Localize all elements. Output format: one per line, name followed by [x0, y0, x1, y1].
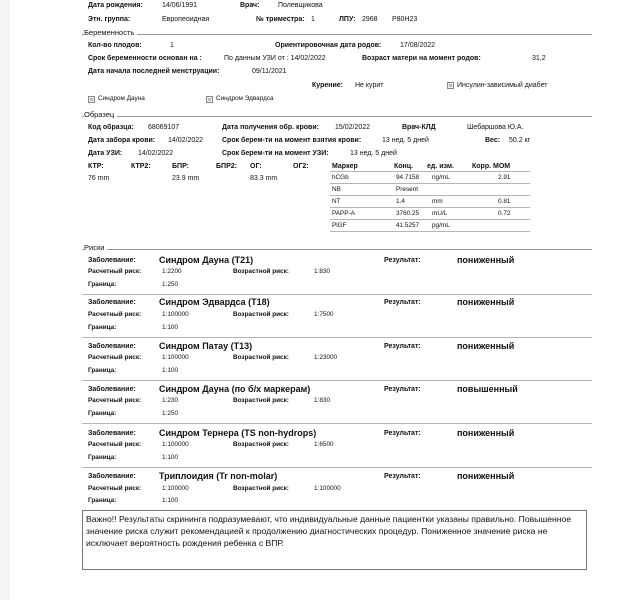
marker-mom: 2.91 [498, 174, 511, 181]
risk-disease-label: Заболевание: [88, 473, 136, 480]
risk-age-label: Возрастной риск: [233, 485, 289, 492]
marker-name: PAPP-A [332, 210, 355, 217]
trimester-label: № триместра: [256, 16, 305, 23]
risk-age-value: 1:100000 [314, 485, 341, 492]
risk-age-label: Возрастной риск: [233, 268, 289, 275]
doctor-value: Полевщикова [278, 2, 323, 9]
edd-label: Ориентировочная дата родов: [275, 42, 382, 49]
risk-calc-label: Расчетный риск: [88, 354, 142, 361]
risk-age-value: 1:830 [314, 397, 330, 404]
risks-divider [82, 249, 592, 250]
term-us-label: Срок берем-ти на момент УЗИ: [222, 150, 329, 157]
risk-result-label: Результат: [384, 299, 421, 306]
marker-row-rule [330, 207, 530, 208]
marker-row-rule [330, 195, 530, 196]
marker-unit: mU/L [432, 210, 448, 217]
code-label: Код образца: [88, 124, 134, 131]
risk-cutoff-value: 1:100 [162, 367, 178, 374]
ethnic-label: Этн. группа: [88, 16, 131, 23]
risk-separator [82, 380, 592, 381]
marker-unit: mm [432, 198, 443, 205]
risk-cutoff-value: 1:250 [162, 281, 178, 288]
edwards-label: Синдром Эдвардса [216, 95, 274, 102]
down-label: Синдром Дауна [98, 95, 145, 102]
risk-disease-name: Синдром Эдвардса (T18) [159, 297, 270, 307]
risk-result-value: пониженный [457, 428, 515, 438]
dob-label: Дата рождения: [88, 2, 143, 9]
meas-header-bpr2: БПР2: [216, 163, 237, 170]
term-us-value: 13 нед. 5 дней [350, 150, 397, 157]
risk-result-value: пониженный [457, 341, 515, 351]
ktr-value: 76 mm [88, 175, 110, 182]
meas-header-ktr2: КТР2: [131, 163, 151, 170]
risk-result-label: Результат: [384, 473, 421, 480]
risk-cutoff-label: Граница: [88, 410, 117, 417]
marker-unit: ng/mL [432, 174, 450, 181]
marker-row-rule [330, 183, 530, 184]
lmp-value: 09/11/2021 [252, 68, 287, 75]
risk-disease-label: Заболевание: [88, 386, 136, 393]
marker-row-rule [330, 231, 530, 232]
term-draw-value: 13 нед. 5 дней [382, 137, 429, 144]
risk-result-value: пониженный [457, 471, 515, 481]
risk-calc-label: Расчетный риск: [88, 397, 142, 404]
risk-separator [82, 294, 592, 295]
sample-divider [82, 116, 592, 117]
risk-calc-value: 1:230 [162, 397, 178, 404]
diabetes-label: Инсулин-зависимый диабет [457, 82, 548, 89]
risk-calc-label: Расчетный риск: [88, 268, 142, 275]
risk-cutoff-label: Граница: [88, 367, 117, 374]
risk-cutoff-value: 1:100 [162, 324, 178, 331]
pregnancy-section-title: Беременность [84, 28, 137, 37]
risk-calc-value: 1:100000 [162, 311, 189, 318]
lpu-code: P80H23 [392, 16, 418, 23]
risk-cutoff-label: Граница: [88, 454, 117, 461]
risk-cutoff-value: 1:100 [162, 497, 178, 504]
og-value: 83.3 mm [250, 175, 278, 182]
doctor-label: Врач: [240, 2, 260, 9]
marker-table-rule [330, 171, 530, 172]
pregnancy-divider [82, 34, 592, 35]
risk-age-label: Возрастной риск: [233, 397, 289, 404]
marker-conc: 94.7158 [396, 174, 420, 181]
page-margin [0, 0, 10, 600]
diabetes-checkbox[interactable] [447, 82, 454, 89]
edd-value: 17/08/2022 [400, 42, 436, 49]
marker-conc: 3760.25 [396, 210, 420, 217]
risk-disease-name: Синдром Патау (T13) [159, 341, 253, 351]
fetus-value: 1 [170, 42, 174, 49]
risk-age-label: Возрастной риск: [233, 441, 289, 448]
term-draw-label: Срок берем-ти на момент взятия крови: [222, 137, 362, 144]
risk-result-value: повышенный [457, 384, 518, 394]
risk-disease-name: Синдром Тернера (TS non-hydrops) [159, 428, 317, 438]
risk-age-value: 1:23000 [314, 354, 338, 361]
risk-disease-name: Синдром Дауна (T21) [159, 255, 254, 265]
risk-calc-value: 1:100000 [162, 485, 189, 492]
marker-name: NT [332, 198, 341, 205]
meas-header-og2: ОГ2: [293, 163, 309, 170]
risk-result-label: Результат: [384, 343, 421, 350]
risk-result-value: пониженный [457, 255, 515, 265]
risk-calc-value: 1:100000 [162, 441, 189, 448]
fetus-label: Кол-во плодов: [88, 42, 142, 49]
risk-calc-label: Расчетный риск: [88, 311, 142, 318]
down-checkbox[interactable] [88, 96, 95, 103]
marker-conc: 1.4 [396, 198, 405, 205]
risk-age-value: 1:6500 [314, 441, 334, 448]
kld-label: Врач-КЛД [402, 124, 436, 131]
risk-cutoff-label: Граница: [88, 324, 117, 331]
risk-calc-value: 1:2200 [162, 268, 182, 275]
marker-header-name: Маркер [332, 163, 358, 170]
kld-value: Шебаршова Ю.А. [467, 124, 524, 131]
term-basis-label: Срок беременности основан на : [88, 55, 202, 62]
marker-header-mom: Корр. МОМ [472, 163, 511, 170]
risk-separator [82, 467, 592, 468]
weight-label: Вес: [485, 137, 501, 144]
draw-value: 14/02/2022 [168, 137, 204, 144]
risk-age-value: 1:830 [314, 268, 330, 275]
meas-header-ktr: КТР: [88, 163, 104, 170]
smoking-value: Не курит [355, 82, 384, 89]
risk-disease-label: Заболевание: [88, 299, 136, 306]
weight-value: 50.2 кг [509, 137, 531, 144]
risk-age-label: Возрастной риск: [233, 354, 289, 361]
term-basis-value: По данным УЗИ от : 14/02/2022 [224, 55, 326, 62]
risk-result-label: Результат: [384, 386, 421, 393]
lmp-label: Дата начала последней менструации: [88, 68, 220, 75]
risk-cutoff-label: Граница: [88, 281, 117, 288]
dob-value: 14/06/1991 [162, 2, 198, 9]
draw-label: Дата забора крови: [88, 137, 156, 144]
bpr-value: 23.9 mm [172, 175, 200, 182]
risk-calc-label: Расчетный риск: [88, 441, 142, 448]
us-label: Дата УЗИ: [88, 150, 123, 157]
marker-name: NB [332, 186, 341, 193]
marker-row-rule [330, 219, 530, 220]
risk-cutoff-value: 1:250 [162, 410, 178, 417]
edwards-checkbox[interactable] [206, 96, 213, 103]
risk-disease-label: Заболевание: [88, 430, 136, 437]
ethnic-value: Европеоидная [162, 16, 210, 23]
us-value: 14/02/2022 [138, 150, 174, 157]
marker-conc: 41.5257 [396, 222, 420, 229]
risk-disease-name: Синдром Дауна (по б/х маркерам) [159, 384, 311, 394]
risk-result-label: Результат: [384, 430, 421, 437]
marker-mom: 0.81 [498, 198, 511, 205]
risk-age-value: 1:7500 [314, 311, 334, 318]
risk-result-value: пониженный [457, 297, 515, 307]
mother-age-label: Возраст матери на момент родов: [362, 55, 481, 62]
marker-name: PlGF [332, 222, 347, 229]
meas-header-og: ОГ: [250, 163, 262, 170]
meas-header-bpr: БПР: [172, 163, 189, 170]
marker-conc: Present [396, 186, 419, 193]
risk-cutoff-label: Граница: [88, 497, 117, 504]
risks-section-title: Риски [84, 243, 107, 252]
code-value: 68069107 [148, 124, 180, 131]
risk-result-label: Результат: [384, 257, 421, 264]
risk-age-label: Возрастной риск: [233, 311, 289, 318]
received-value: 15/02/2022 [335, 124, 371, 131]
mother-age-value: 31,2 [532, 55, 546, 62]
smoking-label: Курение: [312, 82, 343, 89]
received-label: Дата получения обр. крови: [222, 124, 319, 131]
risk-calc-value: 1:100000 [162, 354, 189, 361]
risk-calc-label: Расчетный риск: [88, 485, 142, 492]
lpu-label: ЛПУ: [339, 16, 356, 23]
sample-section-title: Образец [84, 110, 117, 119]
lpu-value: 2968 [362, 16, 378, 23]
marker-header-conc: Конц. [394, 163, 414, 170]
marker-header-unit: ед. изм. [427, 163, 454, 170]
risk-disease-name: Триплоидия (Tr non-molar) [159, 471, 278, 481]
risk-disease-label: Заболевание: [88, 257, 136, 264]
marker-unit: pg/mL [432, 222, 450, 229]
risk-cutoff-value: 1:100 [162, 454, 178, 461]
risk-separator [82, 337, 592, 338]
marker-name: hCGb [332, 174, 349, 181]
risk-separator [82, 423, 592, 424]
risk-disease-label: Заболевание: [88, 343, 136, 350]
marker-mom: 0.72 [498, 210, 511, 217]
trimester-value: 1 [311, 16, 315, 23]
important-note: Важно!! Результаты скрининга подразумевают, что индивидуальные данные пациентки указаны правильно. Повышенное значение риска служит рекомендацией к продолжению диагностических процедур. Пониженное значение риска не исключает вероятность рождения ребенка с ВПР. [86, 514, 572, 548]
